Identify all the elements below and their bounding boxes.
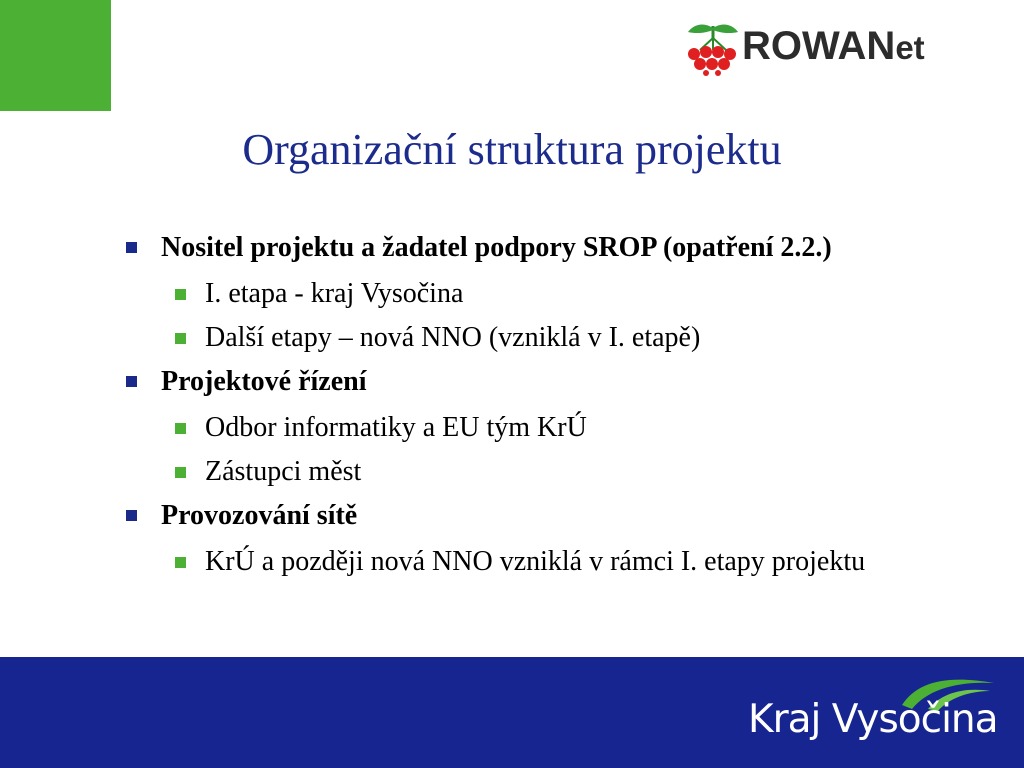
- square-bullet-icon: [126, 376, 137, 387]
- bullet-text: Provozování sítě: [161, 500, 358, 531]
- sub-bullet-item: [161, 272, 1004, 316]
- square-bullet-icon: [126, 242, 137, 253]
- green-corner-block: [0, 0, 111, 111]
- sub-bullet-list: [161, 540, 1004, 584]
- green-square-bullet-icon: [175, 557, 186, 568]
- sub-bullet-item: [161, 540, 1004, 584]
- rowanet-wordmark-suffix: et: [895, 29, 925, 66]
- green-square-bullet-icon: [175, 333, 186, 344]
- sub-bullet-list: [161, 272, 1004, 360]
- green-square-bullet-icon: [175, 467, 186, 478]
- bullet-text: Projektové řízení: [161, 366, 367, 397]
- kraj-vysocina-logo: [748, 675, 998, 755]
- sub-bullet-list: [161, 406, 1004, 494]
- square-bullet-icon: [126, 510, 137, 521]
- bullet-item: [124, 494, 1004, 584]
- sub-bullet-text: Zástupci měst: [205, 456, 362, 487]
- sub-bullet-text: KrÚ a později nová NNO vzniklá v rámci I. etapy projektu: [205, 546, 866, 577]
- bullet-item: [124, 226, 1004, 360]
- sub-bullet-item: [161, 450, 1004, 494]
- sub-bullet-item: [161, 406, 1004, 450]
- kraj-vysocina-wordmark: Kraj Vysočina: [748, 697, 998, 742]
- rowanet-wordmark-main: ROWAN: [742, 24, 896, 68]
- bullet-list: [124, 226, 1004, 584]
- bullet-item: [124, 360, 1004, 494]
- sub-bullet-text: Odbor informatiky a EU tým KrÚ: [205, 412, 587, 443]
- sub-bullet-text: I. etapa - kraj Vysočina: [205, 278, 464, 309]
- rowanet-wordmark: [742, 24, 925, 70]
- sub-bullet-item: [161, 316, 1004, 360]
- slide-title: Organizační struktura projektu: [242, 125, 782, 174]
- bullet-text: Nositel projektu a žadatel podpory SROP (opatření 2.2.): [161, 232, 832, 263]
- sub-bullet-text: Další etapy – nová NNO (vzniklá v I. etapě): [205, 322, 701, 353]
- green-square-bullet-icon: [175, 423, 186, 434]
- green-square-bullet-icon: [175, 289, 186, 300]
- rowanet-logo: [684, 20, 1004, 76]
- rowan-berries-icon: [684, 20, 742, 76]
